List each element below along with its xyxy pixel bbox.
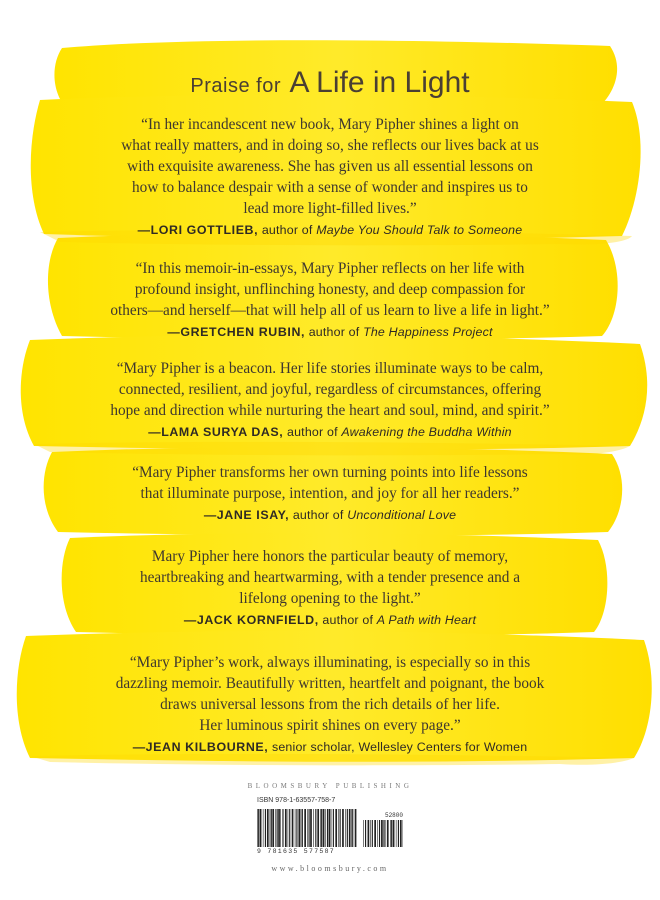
quote-line: what really matters, and in doing so, she reflects our lives back at us	[121, 137, 539, 154]
attribution-role: author of	[322, 613, 374, 627]
attribution-role: author of	[308, 325, 360, 339]
barcode-block	[255, 796, 405, 860]
barcode-bar	[302, 809, 303, 847]
quote-line: that illuminate purpose, intention, and joy for all her readers.”	[140, 485, 520, 502]
blurb-jane-isay	[60, 462, 600, 526]
barcode-bar	[393, 820, 395, 847]
blurb-jean-kilbourne	[60, 652, 600, 758]
attribution	[60, 220, 600, 241]
attribution-role: senior scholar, Wellesley Centers for Women	[271, 740, 528, 754]
barcode-bar	[270, 809, 271, 847]
barcode-bar	[352, 809, 353, 847]
book-title: A Life in Light	[289, 66, 470, 99]
isbn-text: ISBN 978-1-63557-758-7	[257, 797, 336, 804]
barcode-bar	[307, 809, 308, 847]
barcode-bar	[400, 820, 402, 847]
barcode-bar	[317, 809, 319, 847]
barcode-bar	[379, 820, 380, 847]
barcode-bar	[277, 809, 278, 847]
barcode-bar	[267, 809, 269, 847]
barcode-bar	[381, 820, 383, 847]
attribution-name: —LORI GOTTLIEB,	[137, 223, 259, 237]
attribution-name: —JACK KORNFIELD,	[183, 613, 319, 627]
barcode-bar	[333, 809, 334, 847]
barcode-bar	[342, 809, 344, 847]
quote-line: connected, resilient, and joyful, regardless of circumstances, offering	[118, 381, 542, 398]
barcode-bar	[377, 820, 378, 847]
barcode-bar	[285, 809, 287, 847]
quote-line: “Mary Pipher transforms her own turning points into life lessons	[132, 464, 528, 481]
quote-line: “In her incandescent new book, Mary Pipher shines a light on	[141, 116, 519, 133]
attribution-work: Awakening the Buddha Within	[341, 425, 512, 439]
publisher-name: BLOOMSBURY PUBLISHING	[247, 782, 413, 790]
barcode-bar	[349, 809, 351, 847]
barcode-bar	[351, 809, 352, 847]
attribution-name: —JEAN KILBOURNE,	[132, 740, 269, 754]
quote-line: dazzling memoir. Beautifully written, heartfelt and poignant, the book	[115, 675, 545, 692]
quote-line: hope and direction while nurturing the heart and soul, mind, and spirit.”	[110, 402, 550, 419]
quote-line: others—and herself—that will help all of us learn to live a life in light.”	[110, 302, 550, 319]
barcode-bar	[315, 809, 316, 847]
quote-line: heartbreaking and heartwarming, with a tender presence and a	[139, 569, 521, 586]
barcode-bar	[365, 820, 366, 847]
barcode-bar	[313, 809, 314, 847]
barcode-bar	[257, 809, 258, 847]
attribution	[60, 505, 600, 526]
barcode-bar	[345, 809, 346, 847]
quote-line: “Mary Pipher is a beacon. Her life stories illuminate ways to be calm,	[116, 360, 544, 377]
quote-line: “Mary Pipher’s work, always illuminating, is especially so in this	[129, 654, 531, 671]
praise-heading	[0, 66, 660, 100]
barcode-bar	[275, 809, 276, 847]
attribution	[60, 322, 600, 343]
barcode-bar	[289, 809, 290, 847]
attribution-work: Maybe You Should Talk to Someone	[316, 223, 523, 237]
quote-line: profound insight, unflinching honesty, and deep compassion for	[134, 281, 526, 298]
barcode-bar	[320, 809, 321, 847]
attribution-name: —LAMA SURYA DAS,	[148, 425, 284, 439]
attribution	[60, 610, 600, 631]
barcode-bar	[331, 809, 332, 847]
barcode-bar	[384, 820, 385, 847]
barcode-bar	[288, 809, 289, 847]
barcode-bar	[370, 820, 371, 847]
blurb-gretchen-rubin	[60, 258, 600, 343]
barcode-bar	[298, 809, 300, 847]
attribution-work: A Path with Heart	[376, 613, 477, 627]
attribution	[60, 737, 600, 758]
attribution-name: —JANE ISAY,	[203, 508, 290, 522]
attribution-role: author of	[292, 508, 344, 522]
publisher-website: www.bloomsbury.com	[271, 864, 389, 873]
attribution	[60, 422, 600, 443]
barcode-bar	[278, 809, 280, 847]
barcode-bar	[338, 809, 339, 847]
barcode-bar	[310, 809, 312, 847]
quote-line: how to balance despair with a sense of wonder and inspires us to	[132, 179, 528, 196]
barcode-bar	[374, 820, 376, 847]
barcode-number: 9 781635 577587	[257, 848, 336, 855]
barcode-bar	[292, 809, 294, 847]
barcode-bar	[282, 809, 283, 847]
barcode-bar	[387, 820, 389, 847]
barcode-bar	[355, 809, 357, 847]
quote-line: lead more light-filled lives.”	[243, 200, 417, 217]
blurb-lama-surya-das	[60, 358, 600, 443]
barcode-bar	[383, 820, 384, 847]
quote-line: with exquisite awareness. She has given us all essential lessons on	[127, 158, 533, 175]
barcode-bar	[280, 809, 281, 847]
quote-line: lifelong opening to the light.”	[239, 590, 421, 607]
barcode-bar	[296, 809, 297, 847]
barcode-icon	[257, 809, 357, 847]
barcode-bar	[260, 809, 262, 847]
barcode-bar	[265, 809, 266, 847]
barcode-bar	[347, 809, 348, 847]
attribution-work: Unconditional Love	[347, 508, 457, 522]
barcode-bar	[340, 809, 341, 847]
barcode-bar	[329, 809, 331, 847]
attribution-role: author of	[287, 425, 338, 439]
barcode-bar	[272, 809, 274, 847]
barcode-bar	[271, 809, 272, 847]
barcode-bar	[301, 809, 302, 847]
barcode-bar	[396, 820, 397, 847]
barcode-bar	[363, 820, 364, 847]
blurb-jack-kornfield	[60, 546, 600, 631]
barcode-bar	[372, 820, 373, 847]
quote-line: draws universal lessons from the rich details of her life.	[160, 696, 500, 713]
blurb-lori-gottlieb	[60, 114, 600, 241]
barcode-bar	[304, 809, 306, 847]
barcode-bar	[258, 809, 259, 847]
barcode-bar	[398, 820, 399, 847]
barcode-bar	[295, 809, 296, 847]
price-barcode-icon	[363, 820, 403, 847]
barcode-bar	[325, 809, 326, 847]
quote-line: Her luminous spirit shines on every page.”	[199, 717, 461, 734]
barcode-bar	[309, 809, 310, 847]
attribution-name: —GRETCHEN RUBIN,	[167, 325, 306, 339]
price-code: 52800	[384, 812, 403, 819]
barcode-bar	[321, 809, 322, 847]
barcode-bar	[391, 820, 392, 847]
barcode-bar	[335, 809, 337, 847]
praise-prefix: Praise for	[190, 75, 281, 97]
barcode-bar	[390, 820, 391, 847]
quote-line: Mary Pipher here honors the particular beauty of memory,	[151, 548, 509, 565]
barcode-bar	[327, 809, 328, 847]
quote-line: “In this memoir-in-essays, Mary Pipher reflects on her life with	[135, 260, 525, 277]
attribution-work: The Happiness Project	[363, 325, 493, 339]
barcode-bar	[323, 809, 325, 847]
barcode-bar	[368, 820, 370, 847]
barcode-bar	[263, 809, 264, 847]
attribution-role: author of	[261, 223, 313, 237]
